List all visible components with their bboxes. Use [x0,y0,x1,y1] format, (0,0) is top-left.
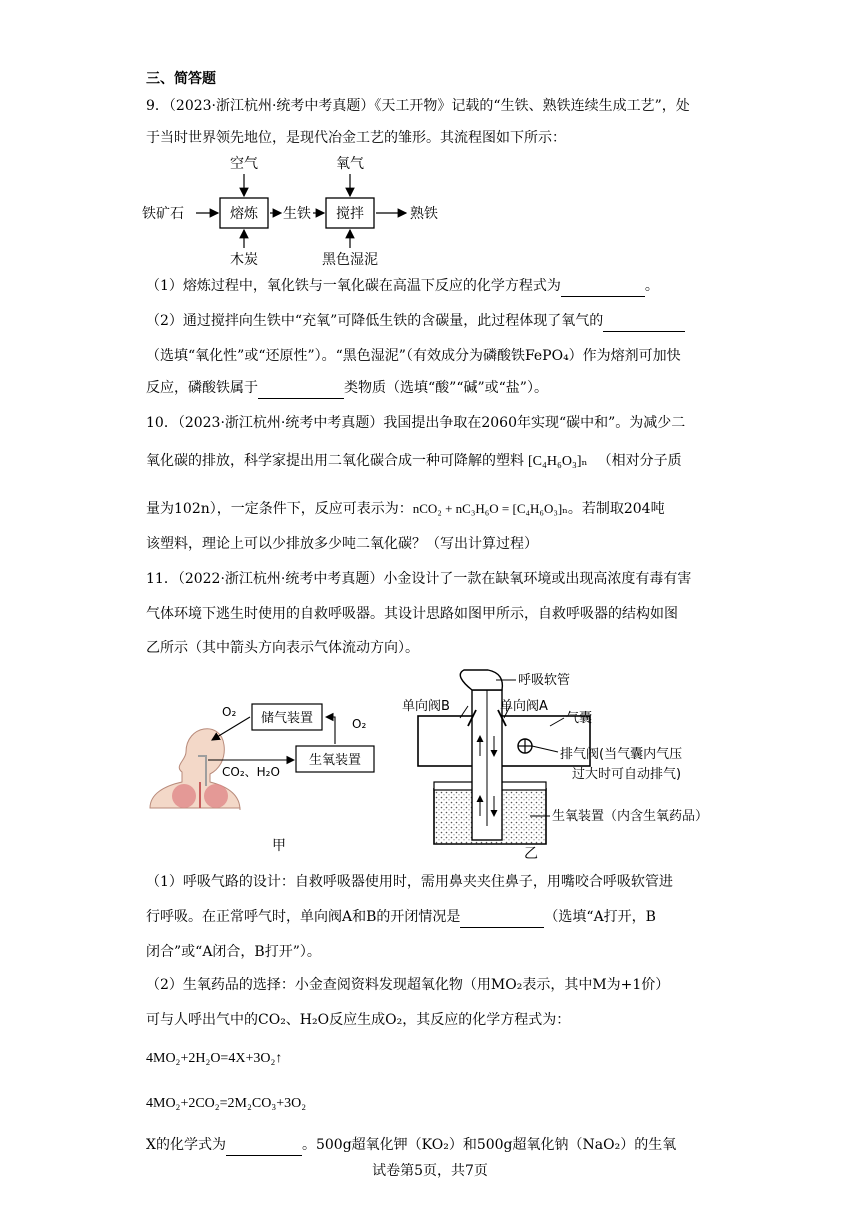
q11-part1-line1: （1）呼吸气路的设计：自救呼吸器使用时，需用鼻夹夹住鼻子，用嘴咬合呼吸软管进 [146,874,673,890]
q9-line-2: 于当时世界领先地位，是现代冶金工艺的雏形。其流程图如下所示： [146,130,566,146]
page-footer: 试卷第5页，共7页 [372,1163,488,1179]
oxygen-label: 氧气 [336,156,364,172]
exhaust-label-2: 过大时可自动排气) [572,767,682,782]
q10-line-3 [146,499,665,519]
figure-a-caption: 甲 [272,838,286,854]
black-mud-label: 黑色湿泥 [322,252,378,268]
answer-blank-q9-1[interactable] [561,276,645,297]
q9-line-1: 9．（2023·浙江杭州·统考中考真题）《天工开物》记载的“生铁、熟铁连续生成工艺”，处 [146,98,690,114]
q11-line-1: 11．（2022·浙江杭州·统考中考真题）小金设计了一款在缺氧环境或出现高浓度有毒有害 [146,571,692,587]
smelt-label: 熔炼 [230,206,258,222]
section-title: 三、简答题 [146,71,216,87]
figure-b-caption: 乙 [524,846,538,862]
stir-label: 搅拌 [336,206,364,222]
valve-b-label: 单向阀B [402,699,450,714]
q10-line-2-a: 氧化碳的排放，科学家提出用二氧化碳合成一种可降解的塑料 [146,453,524,469]
q9-part2-line2: （选填“氧化性”或“还原性”）。“黑色湿泥”（有效成分为磷酸铁FePO₄）作为熔剂可加快 [146,348,681,364]
q10-line-3-a: 量为102n），一定条件下，反应可表示为： [146,501,413,517]
q10-line-4: 该塑料，理论上可以少排放多少吨二氧化碳？（写出计算过程） [146,536,538,552]
figure-a [146,690,386,860]
q11-part1-line2-b: （选填“A打开，B [544,909,656,925]
equation-2: 4MO₂+2CO₂=2M₂CO₃+3O₂ [146,1096,307,1111]
o2-left-label: O₂ [222,705,237,719]
pig-iron-label: 生铁 [283,206,311,222]
q9-part2 [146,311,685,332]
reaction-equation: nCO₂ + nC₃H₆O = [C₄H₆O₃]ₙ [412,501,568,516]
q9-part2-line3-b: 类物质（选填“酸”“碱”或“盐”）。 [344,380,548,396]
q9-part1 [146,276,659,297]
q11-part3-a: X的化学式为 [146,1137,226,1153]
q9-part2-text: （2）通过搅拌向生铁中“充氧”可降低生铁的含碳量，此过程体现了氧气的 [146,313,604,329]
generator-label-b: 生氧装置（内含生氧药品） [552,809,709,824]
q11-part1-line2 [146,907,656,928]
q9-part2-line3-a: 反应，磷酸铁属于 [146,380,258,396]
wrought-iron-label: 熟铁 [410,206,438,222]
hose-label: 呼吸软管 [518,673,571,688]
q9-flow-diagram [140,152,450,272]
q9-part2-line3 [146,378,548,399]
q11-part1-line3: 闭合”或“A闭合，B打开”）。 [146,944,321,960]
airbag-label: 气囊 [566,711,593,726]
q10-line-3-b: 。若制取204吨 [567,501,665,517]
charcoal-label: 木炭 [230,252,258,268]
ore-label: 铁矿石 [142,206,184,222]
o2-right-label: O₂ [352,717,367,731]
valve-a-label: 单向阀A [500,699,548,714]
figure-b [400,666,745,866]
air-label: 空气 [230,156,258,172]
answer-blank-q9-2[interactable] [603,311,685,332]
q10-line-2 [146,451,682,472]
q11-line-3: 乙所示（其中箭头方向表示气体流动方向）。 [146,640,419,656]
answer-blank-q11-2[interactable] [226,1135,302,1156]
q11-part2-line1: （2）生氧药品的选择：小金查阅资料发现超氧化物（用MO₂表示，其中M为+1价） [146,977,670,993]
exhaust-label-1: 排气阀(当气囊内气压 [560,747,683,762]
co2-h2o-label: CO₂、H₂O [222,765,280,779]
q10-line-2-b: （相对分子质 [597,453,682,469]
generator-label-a: 生氧装置 [308,753,362,768]
answer-blank-q11-1[interactable] [460,907,544,928]
answer-blank-q9-3[interactable] [258,378,344,399]
q9-part1-text: （1）熔炼过程中，氧化铁与一氧化碳在高温下反应的化学方程式为 [146,278,561,294]
polymer-formula: [C₄H₆O₃]ₙ [528,454,588,469]
q11-part3 [146,1135,676,1156]
q9-part1-end: 。 [644,278,659,294]
q11-part1-line2-a: 行呼吸。在正常呼气时，单向阀A和B的开闭情况是 [146,909,461,925]
storage-label: 储气装置 [260,711,314,726]
equation-1: 4MO₂+2H₂O=4X+3O₂↑ [146,1051,283,1066]
q11-part2-line2: 可与人呼出气中的CO₂、H₂O反应生成O₂，其反应的化学方程式为： [146,1012,571,1028]
q10-line-1: 10．（2023·浙江杭州·统考中考真题）我国提出争取在2060年实现“碳中和”。为减少二 [146,415,686,431]
q11-line-2: 气体环境下逃生时使用的自救呼吸器。其设计思路如图甲所示，自救呼吸器的结构如图 [146,606,678,622]
q11-part3-b: 。500g超氧化钾（KO₂）和500g超氧化钠（NaO₂）的生氧 [301,1137,677,1153]
arrow-o2-to-storage [326,717,335,744]
arrow-o2-to-body [212,717,250,740]
